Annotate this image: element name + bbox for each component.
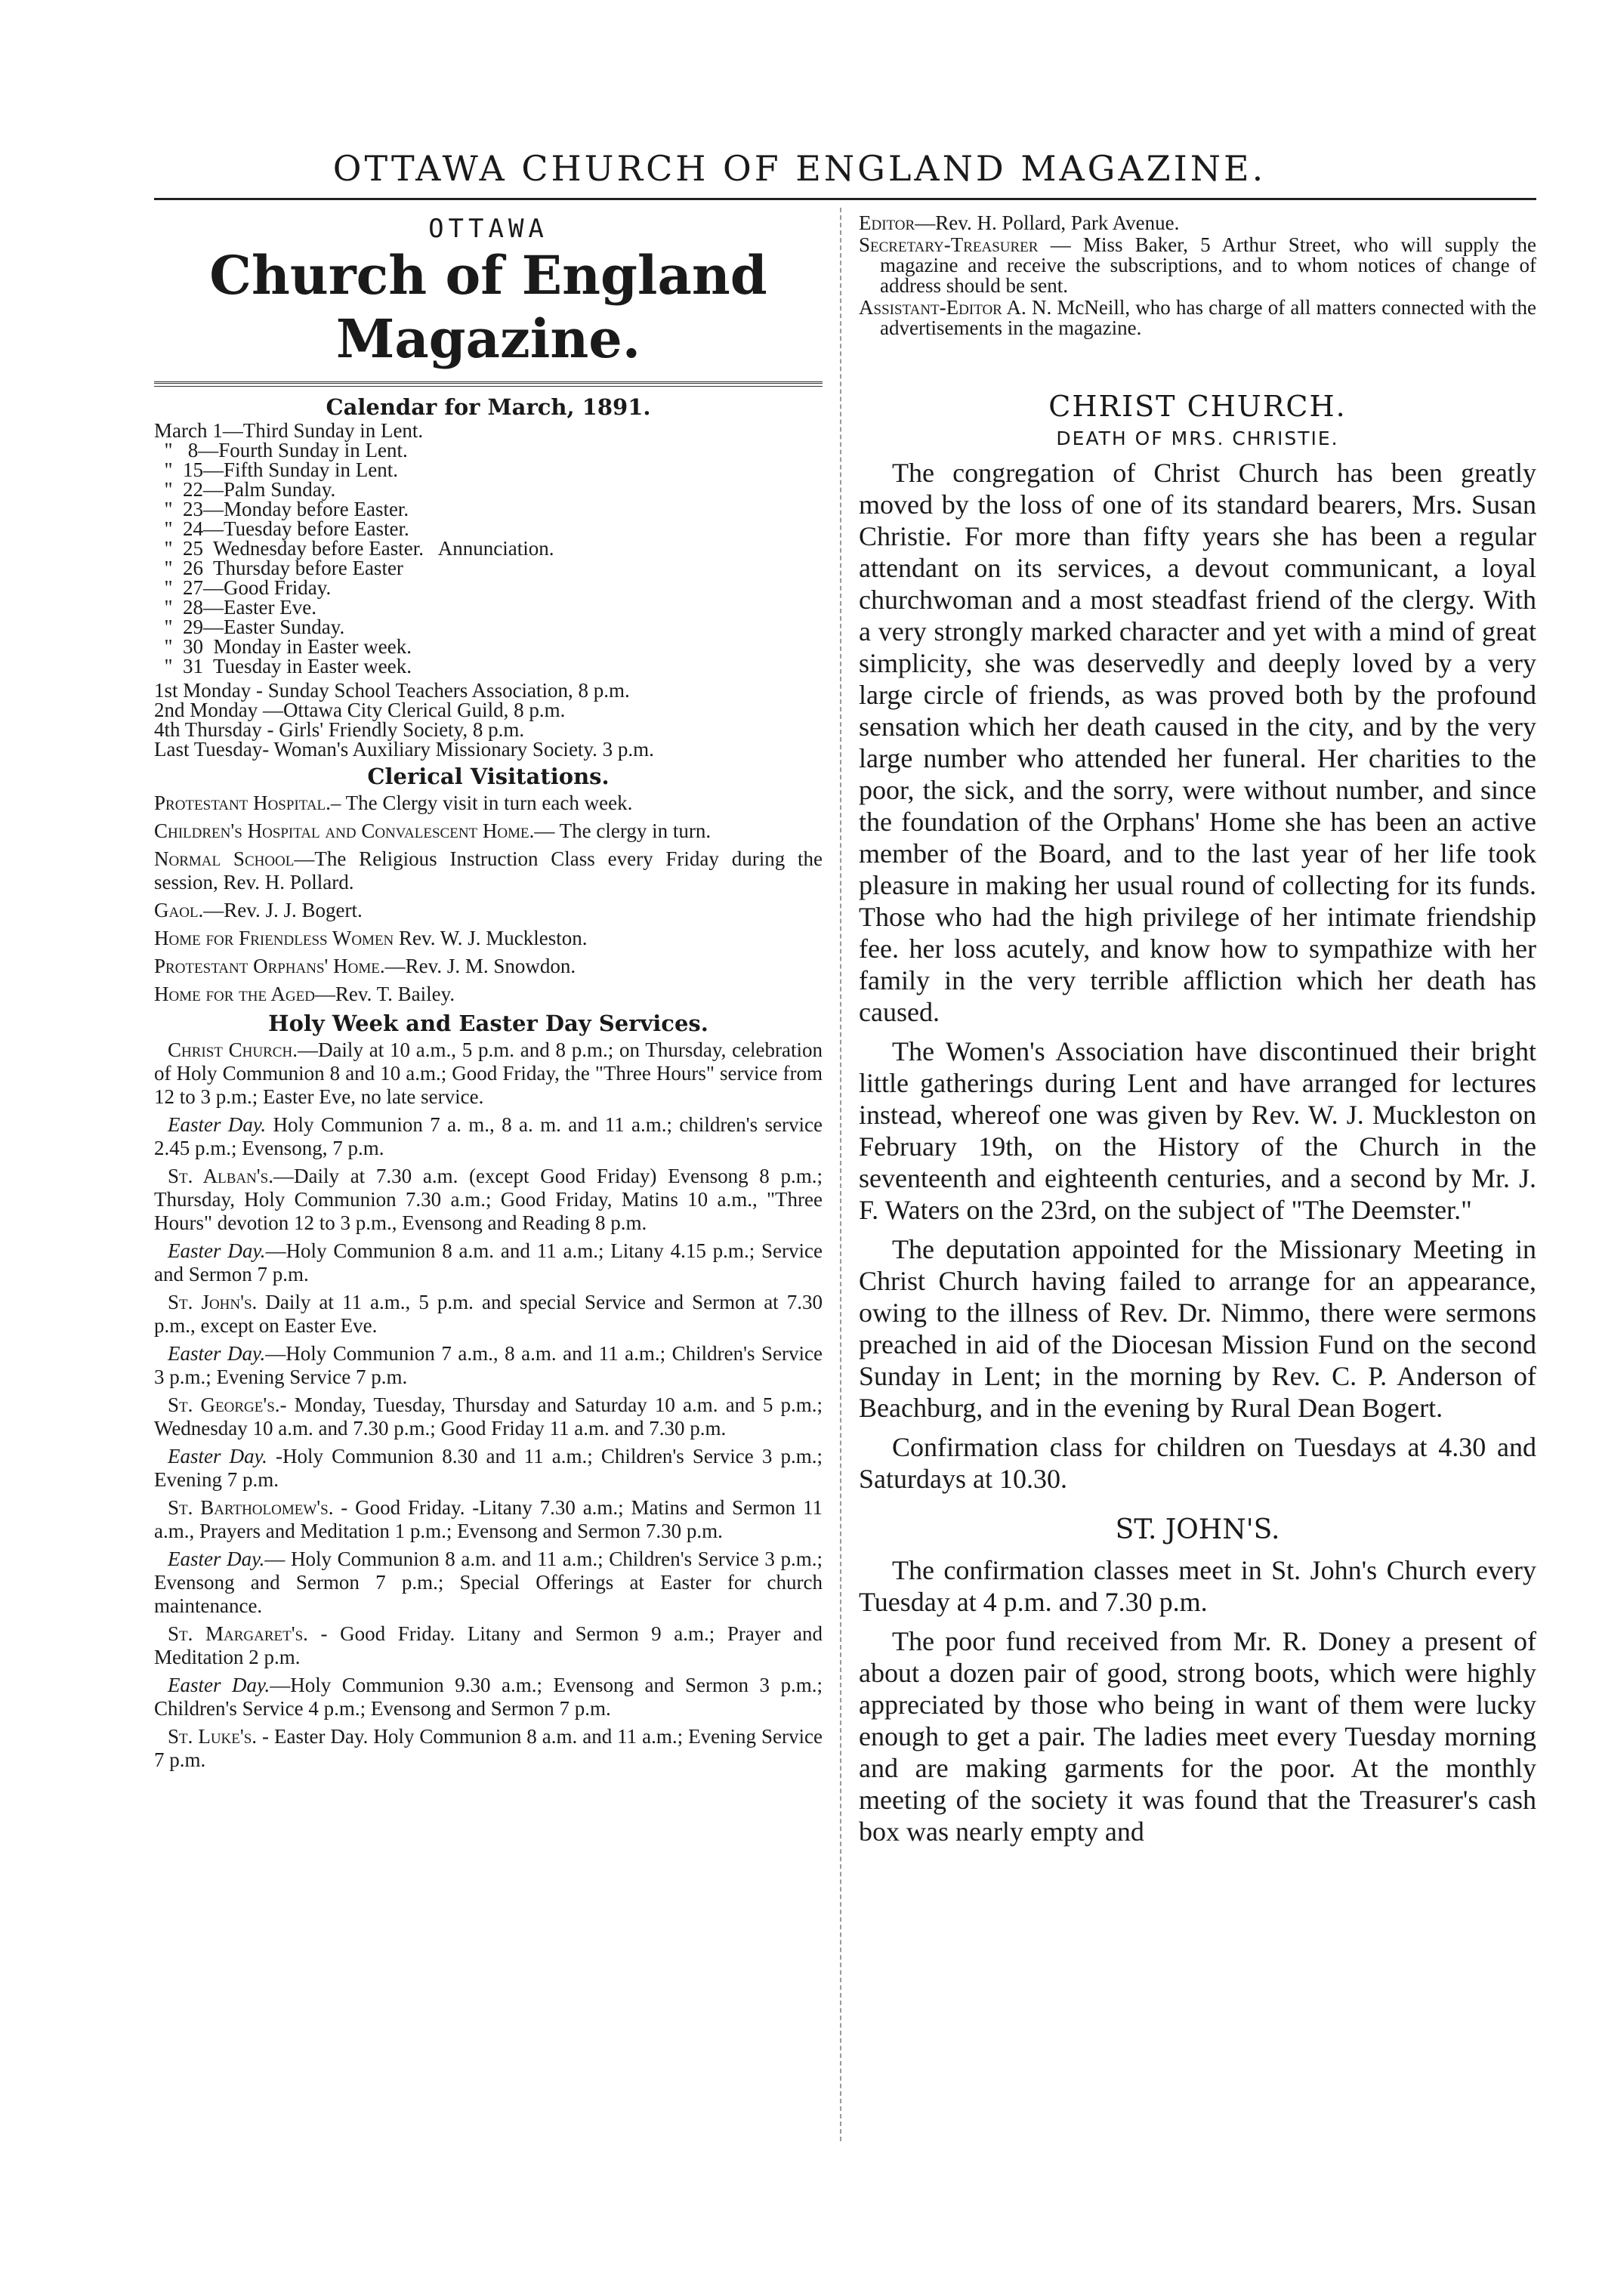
church-services — [154, 1291, 823, 1389]
church-name: St. John's. — [168, 1291, 258, 1313]
article-paragraph: Confirmation class for children on Tuesdays at 4.30 and Saturdays at 10.30. — [859, 1432, 1536, 1494]
clerical-item — [154, 847, 823, 894]
church-services — [154, 1165, 823, 1286]
calendar-item: " 15—Fifth Sunday in Lent. — [154, 458, 399, 481]
left-column — [154, 213, 823, 1776]
clerical-place: Gaol. — [154, 899, 204, 921]
church-name: Christ Church. — [168, 1038, 298, 1061]
service-easter — [154, 1239, 823, 1286]
calendar-item: " 31 Tuesday in Easter week. — [154, 655, 412, 677]
easter-text: —Holy Communion 7 a.m., 8 a.m. and 11 a.m.; Children's Service 3 p.m.; Evening Service 7 p.m. — [154, 1342, 823, 1388]
service-easter — [154, 1342, 823, 1389]
church-name: St. George's. — [168, 1393, 280, 1416]
church-name: St. Alban's. — [168, 1165, 273, 1187]
right-column — [859, 213, 1536, 1855]
clerical-text: —Rev. J. M. Snowdon. — [384, 955, 576, 977]
clerical-text: —Rev. T. Bailey. — [314, 983, 455, 1005]
staff-role: Secretary-Treasurer — [859, 233, 1039, 256]
service-text: —Daily at 10 a.m., 5 p.m. and 8 p.m.; on Thursday, celebration of Holy Communion 8 and 10 a.m.; Good Friday, the "Three Hours" service from 12 to 3 p.m.; Easter Eve, no late service. — [154, 1038, 823, 1108]
easter-label: Easter Day. — [168, 1113, 267, 1136]
calendar-item: " 30 Monday in Easter week. — [154, 635, 412, 658]
church-services — [154, 1725, 823, 1772]
service-easter — [154, 1674, 823, 1720]
service-weekday — [154, 1165, 823, 1235]
calendar-item: " 26 Thursday before Easter — [154, 557, 403, 579]
service-text: - Good Friday. Litany and Sermon 9 a.m.; Prayer and Meditation 2 p.m. — [154, 1622, 823, 1668]
service-text: Daily at 11 a.m., 5 p.m. and special Service and Sermon at 7.30 p.m., except on Easter Eve. — [154, 1291, 823, 1337]
clerical-item — [154, 819, 823, 843]
article-paragraph: The congregation of Christ Church has been greatly moved by the loss of one of its standard bearers, Mrs. Susan Christie. For more than fifty years she has been a regular attendant on its services, a devout communicant, a loyal churchwoman and a most steadfast friend of the clergy. With a very strongly marked character and yet with a mind of great simplicity, she was deservedly and deeply loved by a very large circle of friends, as was proved both by the profound sensation which her death caused in the city, and by the very large number who attended her funeral. Her charities to the poor, the sick, and the sorry, were without number, and since the foundation of the Orphans' Home she has been an active member of the Board, and to the last year of her life took pleasure in making her usual round of collecting for its funds. Those who had the high privilege of her intimate friendship fee. her loss acutely, and know how to sympathize with her family in the very terrible affliction which her death has caused. — [859, 458, 1536, 1027]
calendar-item: " 23—Monday before Easter. — [154, 498, 409, 520]
staff-item — [859, 298, 1536, 338]
calendar-item: " 27—Good Friday. — [154, 576, 332, 599]
service-weekday — [154, 1291, 823, 1338]
service-text: - Good Friday. -Litany 7.30 a.m.; Matins and Sermon 11 a.m., Prayers and Meditation 1 p.m.; Evensong and Sermon 7.30 p.m. — [154, 1496, 823, 1542]
meetings-list — [154, 680, 823, 759]
staff-role: Editor — [859, 211, 915, 234]
masthead-rule — [154, 381, 823, 387]
easter-text: —Holy Communion 9.30 a.m.; Evensong and Sermon 3 p.m.; Children's Service 4 p.m.; Evensong and Sermon 7 p.m. — [154, 1674, 823, 1720]
service-easter — [154, 1445, 823, 1492]
church-name: St. Luke's. — [168, 1725, 258, 1748]
article-paragraph: The confirmation classes meet in St. John's Church every Tuesday at 4 p.m. and 7.30 p.m. — [859, 1555, 1536, 1617]
calendar-list — [154, 421, 823, 676]
service-text: - Easter Day. Holy Communion 8 a.m. and 11 a.m.; Evening Service 7 p.m. — [154, 1725, 823, 1771]
article-paragraph: The deputation appointed for the Missionary Meeting in Christ Church having failed to arrange for an appearance, owing to the illness of Rev. Dr. Nimmo, there were sermons preached in aid of the Diocesan Mission Fund on the second Sunday in Lent; in the morning by Rev. C. P. Anderson of Beachburg, and in the evening by Rural Dean Bogert. — [859, 1234, 1536, 1423]
service-weekday — [154, 1393, 823, 1440]
staff-text: — Miss Baker, 5 Arthur Street, who will supply the magazine and receive the subscriptions, and to whom notices of change of address should be sent. — [880, 233, 1536, 297]
church-name: St. Margaret's. — [168, 1622, 308, 1645]
holy-week-title: Holy Week and Easter Day Services. — [268, 1011, 708, 1036]
staff-item — [859, 213, 1536, 233]
masthead-title: Church of England Magazine. — [209, 244, 767, 370]
clerical-place: Normal School — [154, 847, 295, 870]
service-weekday — [154, 1496, 823, 1543]
calendar-item: " 25 Wednesday before Easter. Annunciation. — [154, 537, 554, 560]
staff-notice — [859, 213, 1536, 338]
calendar-item: " 22—Palm Sunday. — [154, 478, 336, 501]
staff-role: Assistant-Editor — [859, 296, 1002, 319]
christ-church-subheading: DEATH OF MRS. CHRISTIE. — [1056, 427, 1339, 449]
christ-church-heading: CHRIST CHURCH. — [1048, 390, 1347, 423]
staff-text: —Rev. H. Pollard, Park Avenue. — [915, 211, 1180, 234]
easter-label: Easter Day. — [168, 1239, 266, 1262]
easter-label: Easter Day. — [168, 1548, 265, 1570]
services-list — [154, 1038, 823, 1772]
clerical-text: —The Religious Instruction Class every Friday during the session, Rev. H. Pollard. — [154, 847, 823, 893]
meeting-item: 1st Monday - Sunday School Teachers Association, 8 p.m. — [154, 679, 630, 702]
calendar-item: " 28—Easter Eve. — [154, 596, 316, 619]
service-easter — [154, 1548, 823, 1618]
calendar-title: Calendar for March, 1891. — [326, 394, 651, 420]
service-easter — [154, 1113, 823, 1160]
column-divider — [840, 208, 841, 2141]
staff-text: A. N. McNeill, who has charge of all matters connected with the advertisements in the magazine. — [880, 296, 1536, 339]
clerical-title: Clerical Visitations. — [367, 764, 610, 789]
clerical-item — [154, 899, 823, 922]
clerical-place: Protestant Hospital. — [154, 792, 331, 814]
calendar-item: " 24—Tuesday before Easter. — [154, 517, 409, 540]
easter-text: -Holy Communion 8.30 and 11 a.m.; Children's Service 3 p.m.; Evening 7 p.m. — [154, 1445, 823, 1491]
clerical-place: Children's Hospital and Convalescent Home. — [154, 819, 535, 842]
clerical-text: —Rev. J. J. Bogert. — [203, 899, 363, 921]
clerical-text: Rev. W. J. Muckleston. — [394, 927, 588, 949]
service-text: —Daily at 7.30 a.m. (except Good Friday) Evensong 8 p.m.; Thursday, Holy Communion 7.30 a.m.; Good Friday, Matins 10 a.m., "Three Hours" devotion 12 to 3 p.m., Evensong and Reading 8 p.m. — [154, 1165, 823, 1234]
service-weekday — [154, 1038, 823, 1109]
meeting-item: Last Tuesday- Woman's Auxiliary Missionary Society. 3 p.m. — [154, 738, 654, 761]
clerical-place: Home for Friendless Women — [154, 927, 394, 949]
calendar-item: March 1—Third Sunday in Lent. — [154, 419, 424, 442]
church-services — [154, 1496, 823, 1618]
running-head: OTTAWA CHURCH OF ENGLAND MAGAZINE. — [332, 148, 1267, 189]
masthead-ottawa: OTTAWA — [428, 214, 548, 244]
meeting-item: 4th Thursday - Girls' Friendly Society, 8 p.m. — [154, 718, 525, 741]
church-services — [154, 1038, 823, 1160]
church-name: St. Bartholomew's. — [168, 1496, 334, 1519]
clerical-list — [154, 792, 823, 1006]
easter-text: — Holy Communion 8 a.m. and 11 a.m.; Children's Service 3 p.m.; Evensong and Sermon 7 p.m.; Special Offerings at Easter for church maintenance. — [154, 1548, 823, 1617]
easter-text: —Holy Communion 8 a.m. and 11 a.m.; Litany 4.15 p.m.; Service and Sermon 7 p.m. — [154, 1239, 823, 1285]
clerical-item — [154, 927, 823, 950]
easter-label: Easter Day. — [168, 1342, 266, 1365]
church-services — [154, 1393, 823, 1492]
clerical-text: — The clergy in turn. — [534, 819, 712, 842]
easter-text: Holy Communion 7 a. m., 8 a. m. and 11 a.m.; children's service 2.45 p.m.; Evensong, 7 p.m. — [154, 1113, 823, 1159]
service-weekday — [154, 1622, 823, 1669]
clerical-place: Home for the Aged — [154, 983, 315, 1005]
meeting-item: 2nd Monday —Ottawa City Clerical Guild, 8 p.m. — [154, 699, 566, 721]
staff-item — [859, 235, 1536, 296]
service-text: - Monday, Tuesday, Thursday and Saturday 10 a.m. and 5 p.m.; Wednesday 10 a.m. and 7.30 p.m.; Good Friday 11 a.m. and 7.30 p.m. — [154, 1393, 823, 1440]
calendar-item: " 8—Fourth Sunday in Lent. — [154, 439, 408, 461]
clerical-item — [154, 983, 823, 1006]
service-weekday — [154, 1725, 823, 1772]
header-rule — [154, 198, 1536, 200]
church-services — [154, 1622, 823, 1720]
st-johns-heading: ST. JOHN'S. — [1115, 1514, 1280, 1545]
easter-label: Easter Day. — [168, 1674, 270, 1696]
clerical-item — [154, 955, 823, 978]
clerical-item — [154, 792, 823, 815]
easter-label: Easter Day. — [168, 1445, 267, 1467]
calendar-item: " 29—Easter Sunday. — [154, 616, 345, 638]
clerical-place: Protestant Orphans' Home. — [154, 955, 385, 977]
article-paragraph: The poor fund received from Mr. R. Doney a present of about a dozen pair of good, strong boots, which were highly appreciated by those who being in want of them were lucky enough to get a pair. The ladies meet every Tuesday morning and are making garments for the poor. At the monthly meeting of the society it was found that the Treasurer's cash box was nearly empty and — [859, 1626, 1536, 1847]
clerical-text: – The Clergy visit in turn each week. — [330, 792, 633, 814]
article-paragraph: The Women's Association have discontinued their bright little gatherings during Lent and have arranged for lectures instead, whereof one was given by Rev. W. J. Muckleston on February 19th, on the History of the Church in the seventeenth and eighteenth centuries, and a second by Mr. J. F. Waters on the 23rd, on the subject of "The Deemster." — [859, 1036, 1536, 1225]
